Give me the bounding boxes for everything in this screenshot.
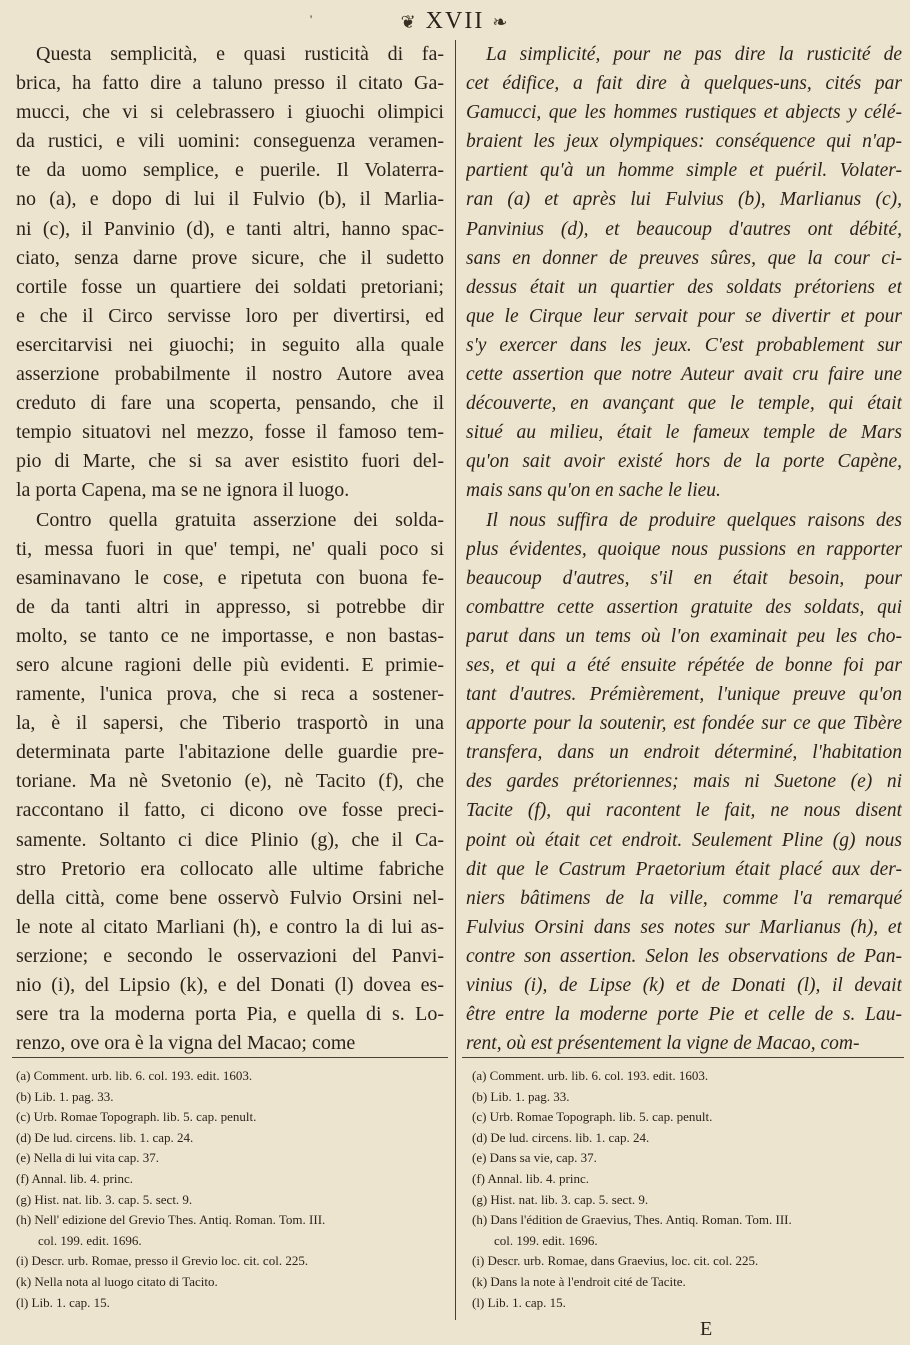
text-line: serzione; e secondo le osservazioni del Panvi- — [16, 944, 444, 967]
footnote: (h) Dans l'édition de Graevius, Thes. Antiq. Roman. Tom. III. — [472, 1212, 792, 1228]
text-line: beaucoup d'autres, s'il en était besoin, pour — [466, 567, 902, 589]
text-line: creduto di fare una scoperta, pensando, che il — [16, 392, 444, 415]
footnote: (b) Lib. 1. pag. 33. — [472, 1088, 570, 1104]
text-line: être entre la moderne porte Pie et celle de s. Lau- — [466, 1004, 902, 1026]
text-line: raccontano il fatto, ci dicono ove fosse preci- — [16, 799, 444, 822]
text-line: ti, messa fuori in que' tempi, ne' quali poco si — [16, 537, 444, 560]
footnote: (l) Lib. 1. cap. 15. — [472, 1294, 566, 1310]
text-line: combattre cette assertion gratuite des soldats, qui — [466, 596, 902, 618]
text-line: niers bâtimens de la ville, comme l'a remarqué — [466, 887, 902, 909]
text-line: situé au milieu, était le fameux temple de Mars — [466, 422, 902, 444]
footnote-rule-right — [462, 1057, 904, 1058]
footnote: (i) Descr. urb. Romae, presso il Grevio loc. cit. col. 225. — [16, 1253, 309, 1269]
column-divider — [455, 40, 456, 1320]
text-line: La simplicité, pour ne pas dire la rusticité de — [486, 44, 902, 65]
text-line: s'y exercer dans les jeux. C'est probablement sur — [466, 334, 902, 356]
footnote: (i) Descr. urb. Romae, dans Graevius, loc. cit. col. 225. — [472, 1253, 759, 1269]
text-line: molto, se tanto ce ne importasse, e non bastas- — [16, 624, 444, 647]
footnote: (b) Lib. 1. pag. 33. — [16, 1088, 114, 1104]
footnote: (g) Hist. nat. lib. 3. cap. 5. sect. 9. — [16, 1191, 193, 1207]
footnote: (d) De lud. circens. lib. 1. cap. 24. — [16, 1129, 194, 1145]
text-line: da rustici, e vili uomini: conseguenza veramen- — [16, 130, 444, 153]
footnote: (h) Nell' edizione del Grevio Thes. Antiq. Roman. Tom. III. — [16, 1212, 326, 1228]
text-line: samente. Soltanto ci dice Plinio (g), che il Ca- — [16, 828, 444, 851]
text-line: des gardes prétoriennes; mais ni Suetone (e) ni — [466, 771, 902, 793]
page-number: XVII — [425, 8, 485, 34]
text-line: e che il Circo servisse loro per divertirsi, ed — [16, 304, 444, 327]
footnote: (l) Lib. 1. cap. 15. — [16, 1294, 110, 1310]
text-line: plus évidentes, quoique nous pussions en rapporter — [466, 538, 902, 560]
footnote-rule-left — [12, 1057, 448, 1058]
text-line: tempio situatovi nel mezzo, fosse il famoso tem- — [16, 421, 444, 444]
text-line: parut dans un tems où l'on examinait peu les cho- — [466, 625, 902, 647]
text-line: cet édifice, a fait dire à quelques-uns, cités par — [466, 73, 902, 95]
text-line: esercitarvisi nei giuochi; in seguito alla quale — [16, 333, 444, 356]
text-line: Gamucci, que les hommes rustiques et abjects y célé- — [466, 102, 902, 124]
footnote: col. 199. edit. 1696. — [494, 1232, 598, 1248]
text-line: Tacite (f), qui racontent le fait, ne nous disent — [466, 800, 902, 822]
footnote: (a) Comment. urb. lib. 6. col. 193. edit. 1603. — [16, 1068, 253, 1083]
text-line: della città, come bene osservò Fulvio Orsini nel- — [16, 886, 444, 909]
text-line: te da uomo semplice, e puerile. Il Volaterra- — [16, 159, 444, 182]
text-line: cortile fosse un quartiere dei soldati pretoriani; — [16, 275, 444, 298]
text-line: la, è il sapersi, che Tiberio trasportò in una — [16, 712, 444, 735]
text-line: point où était cet endroit. Seulement Pline (g) nous — [466, 829, 902, 851]
text-line: rent, où est présentement la vigne de Macao, com- — [466, 1033, 860, 1055]
text-line: découverte, en avançant que le temple, qui était — [466, 393, 902, 415]
text-line: pio di Marte, che si sa aver esistito fuori del- — [16, 450, 444, 473]
footnote: (e) Nella di lui vita cap. 37. — [16, 1150, 159, 1166]
text-line: mucci, che vi si celebrassero i giuochi olimpici — [16, 101, 444, 124]
text-line: no (a), e dopo di lui il Fulvio (b), il Marlia- — [16, 188, 444, 211]
text-line: sero alcune ragioni delle più evidenti. E primie- — [16, 653, 444, 676]
text-line: ni (c), il Panvinio (d), e tanti altri, hanno spac- — [16, 217, 444, 240]
italian-footnotes — [16, 1066, 444, 1313]
text-line: de da tanti altri in appresso, si potrebbe dir — [16, 595, 444, 618]
page-mark: ' — [310, 12, 313, 26]
footnote: (c) Urb. Romae Topograph. lib. 5. cap. penult. — [16, 1109, 257, 1125]
text-line: stro Pretorio era collocato alle ultime fabriche — [16, 857, 444, 880]
ornament-right-icon: ❧ — [492, 12, 510, 32]
text-line: ses, et qui a été ensuite répétée de bonne foi par — [466, 654, 902, 676]
text-line: que le Cirque leur servait pour se divertir et pour — [466, 305, 902, 327]
signature-mark: E — [700, 1318, 713, 1340]
text-line: le note al citato Marliani (h), e contro la di lui as- — [16, 915, 444, 938]
text-line: Questa semplicità, e quasi rusticità di fa- — [36, 43, 444, 65]
french-footnotes — [472, 1066, 902, 1313]
text-line: sans en donner de preuves sûres, que la cour ci- — [466, 247, 902, 269]
text-line: asserzione probabilmente il nostro Autore avea — [16, 363, 444, 386]
text-line: dit que le Castrum Praetorium était placé aux der- — [466, 858, 902, 880]
text-line: Il nous suffira de produire quelques raisons des — [486, 509, 902, 531]
text-line: dessus était un quartier des soldats prétoriens et — [466, 276, 902, 298]
ornament-left-icon: ❦ — [400, 12, 418, 32]
text-line: transfera, dans un endroit déterminé, l'habitation — [466, 742, 902, 764]
text-line: Contro quella gratuita asserzione dei solda- — [36, 508, 444, 531]
text-line: tant d'autres. Prémièrement, l'unique preuve qu'on — [466, 684, 902, 706]
text-line: mais sans qu'on en sache le lieu. — [466, 480, 721, 502]
footnote: (a) Comment. urb. lib. 6. col. 193. edit. 1603. — [472, 1068, 709, 1083]
text-line: toriane. Ma nè Svetonio (e), nè Tacito (f), che — [16, 770, 444, 793]
footnote: (k) Nella nota al luogo citato di Tacito. — [16, 1273, 218, 1289]
text-line: sere tra la moderna porta Pia, e quella di s. Lo- — [16, 1003, 444, 1026]
text-line: partient qu'à un homme simple et puéril. Volater- — [466, 160, 902, 182]
footnote: (k) Dans la note à l'endroit cité de Tacite. — [472, 1273, 686, 1289]
text-line: apporte pour la soutenir, est fondée sur ce que Tibère — [466, 713, 902, 735]
text-line: renzo, ove ora è la vigna del Macao; come — [16, 1032, 356, 1055]
text-line: cette assertion que notre Auteur avait cru faire une — [466, 364, 902, 386]
text-line: brica, ha fatto dire a taluno presso il citato Ga- — [16, 72, 444, 95]
text-line: esaminavano le cose, e ripetuta con buona fe- — [16, 566, 444, 589]
footnote: (d) De lud. circens. lib. 1. cap. 24. — [472, 1129, 650, 1145]
footnote: col. 199. edit. 1696. — [38, 1232, 142, 1248]
text-line: Fulvius Orsini dans ses notes sur Marlianus (h), et — [466, 916, 902, 938]
text-line: Panvinius (d), et beaucoup d'autres ont débité, — [466, 218, 902, 240]
page-header — [0, 6, 910, 36]
italian-column — [16, 40, 444, 1058]
footnote: (c) Urb. Romae Topograph. lib. 5. cap. penult. — [472, 1109, 713, 1125]
text-line: nio (i), del Lipsio (k), e del Donati (l) dovea es- — [16, 974, 444, 996]
text-line: ran (a) et après lui Fulvius (b), Marlianus (c), — [466, 189, 902, 211]
footnote: (e) Dans sa vie, cap. 37. — [472, 1150, 597, 1166]
text-line: contre son assertion. Selon les observations de Pan- — [466, 945, 902, 967]
text-line: la porta Capena, ma se ne ignora il luogo. — [16, 479, 350, 502]
footnote: (f) Annal. lib. 4. princ. — [16, 1170, 133, 1186]
footnote: (g) Hist. nat. lib. 3. cap. 5. sect. 9. — [472, 1191, 649, 1207]
text-line: qu'on sait avoir existé hors de la porte Capène, — [466, 451, 902, 473]
footnote: (f) Annal. lib. 4. princ. — [472, 1170, 589, 1186]
text-line: braient les jeux olympiques: conséquence qui n'ap- — [466, 131, 902, 153]
text-line: vinius (i), de Lipse (k) et de Donati (l), il devait — [466, 975, 902, 996]
text-line: ramente, l'unica prova, che si reca a sostener- — [16, 683, 444, 706]
text-line: ciato, senza darne prove sicure, che il sudetto — [16, 246, 444, 269]
text-line: determinata parte l'abitazione delle guardie pre- — [16, 741, 444, 764]
french-column — [466, 40, 902, 1058]
